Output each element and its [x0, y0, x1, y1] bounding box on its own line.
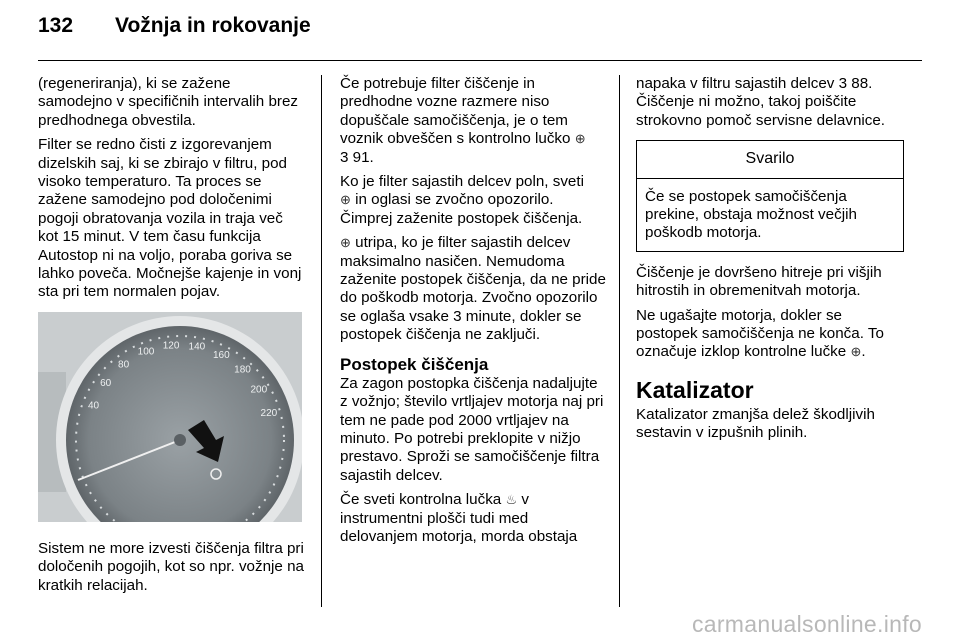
paragraph: Ko je filter sajastih delcev poln, sveti ⊕ in oglasi se zvočno opozorilo. Čimprej zaženite postopek čiščenja. — [340, 173, 584, 227]
warning-title: Svarilo — [637, 141, 903, 178]
filter-indicator-icon: ⊕ — [574, 131, 586, 147]
watermark: carmanualsonline.info — [691, 611, 922, 637]
gauge-tick-label: 140 — [188, 341, 206, 353]
paragraph: ⊕ utripa, ko je filter sajastih delcev maksimalno nasičen. Nemudoma zaženite postopek čiščenja, da ne pride do poškodb motorja. Zvočno opozorilo se oglaša vsake 3 minute, dokler se postopek čiščenja ne zaključi. — [340, 234, 606, 344]
warning-box — [636, 140, 904, 252]
paragraph: (regeneriranja), ki se zažene samodejno v specifičnih intervalih brez predhodnega obvestila. — [38, 75, 299, 129]
filter-indicator-icon: ⊕ — [340, 192, 351, 208]
gauge-tick-label: 180 — [234, 364, 251, 376]
filter-indicator-icon: ⊕ — [340, 235, 351, 251]
section-heading: Katalizator — [636, 376, 754, 403]
page-header — [38, 14, 311, 38]
page-number: 132 — [38, 14, 74, 37]
column-divider — [321, 75, 322, 607]
instrument-cluster-photo — [38, 312, 302, 522]
column-1 — [38, 75, 306, 601]
paragraph: Čiščenje je dovršeno hitreje pri višjih hitrostih in obremenitvah motorja. — [636, 263, 882, 300]
gauge-tick-label: 200 — [250, 384, 268, 396]
paragraph: napaka v filtru sajastih delcev 3 88. Čiščenje ni možno, takoj poiščite strokovno pomoč servisne delavnice. — [636, 75, 886, 129]
paragraph: Katalizator zmanjša delež škodljivih sestavin v izpušnih plinih. — [636, 405, 875, 442]
gauge-tick-label: 60 — [100, 377, 112, 389]
column-divider — [619, 75, 620, 607]
column-2 — [340, 75, 606, 552]
column-3 — [636, 75, 904, 449]
gauge-tick-label: 40 — [87, 400, 100, 412]
gauge-tick-label: 80 — [118, 359, 130, 371]
gauge-tick-label: 120 — [162, 340, 180, 352]
filter-indicator-icon: ⊕ — [850, 344, 862, 360]
gauge-tick-label: 220 — [260, 408, 278, 420]
paragraph: Sistem ne more izvesti čiščenja filtra pri določenih pogojih, kot so npr. vožnje na kratkih relacijah. — [38, 539, 304, 594]
paragraph: Za zagon postopka čiščenja nadaljujte z vožnjo; število vrtljajev motorja naj pri tem ne pade pod 2000 vrtljajev na minuto. Po potrebi preklopite v nižjo prestavo. Sproži se samočiščenje filtra sajastih delcev. — [340, 374, 604, 484]
paragraph: Filter se redno čisti z izgorevanjem dizelskih saj, ki se zbirajo v filtru, pod visoko temperaturo. Ta proces se zažene samodejno pod določenimi pogoji obratovanja vozila in traja več kot 15 minut. V tem času funkcija Autostop ni na voljo, poraba goriva se lahko poveča. Močnejše kajenje in vonj sta pri tem normalen pojav. — [38, 136, 302, 301]
gauge-tick-label: 160 — [212, 349, 230, 361]
paragraph: Če sveti kontrolna lučka ♨ v instrumentni plošči tudi med delovanjem motorja, morda obstaja — [340, 491, 578, 545]
header-rule — [38, 60, 922, 61]
section-heading: Postopek čiščenja — [340, 354, 489, 374]
speedometer-illustration — [38, 312, 302, 522]
page-title: Vožnja in rokovanje — [115, 14, 311, 37]
paragraph: Ne ugašajte motorja, dokler se postopek samočiščenja ne konča. To označuje izklop kontrolne lučke ⊕. — [636, 306, 884, 361]
glow-plug-icon: ♨ — [505, 492, 518, 508]
paragraph: Če potrebuje filter čiščenje in predhodne vozne razmere niso dopuščale samočiščenja, je o tem voznik obveščen s kontrolno lučko ⊕ 3 91. — [340, 75, 586, 166]
warning-body: Če se postopek samočiščenja prekine, obstaja možnost večjih poškodb motorja. — [645, 187, 857, 242]
gauge-tick-label: 100 — [137, 346, 155, 358]
